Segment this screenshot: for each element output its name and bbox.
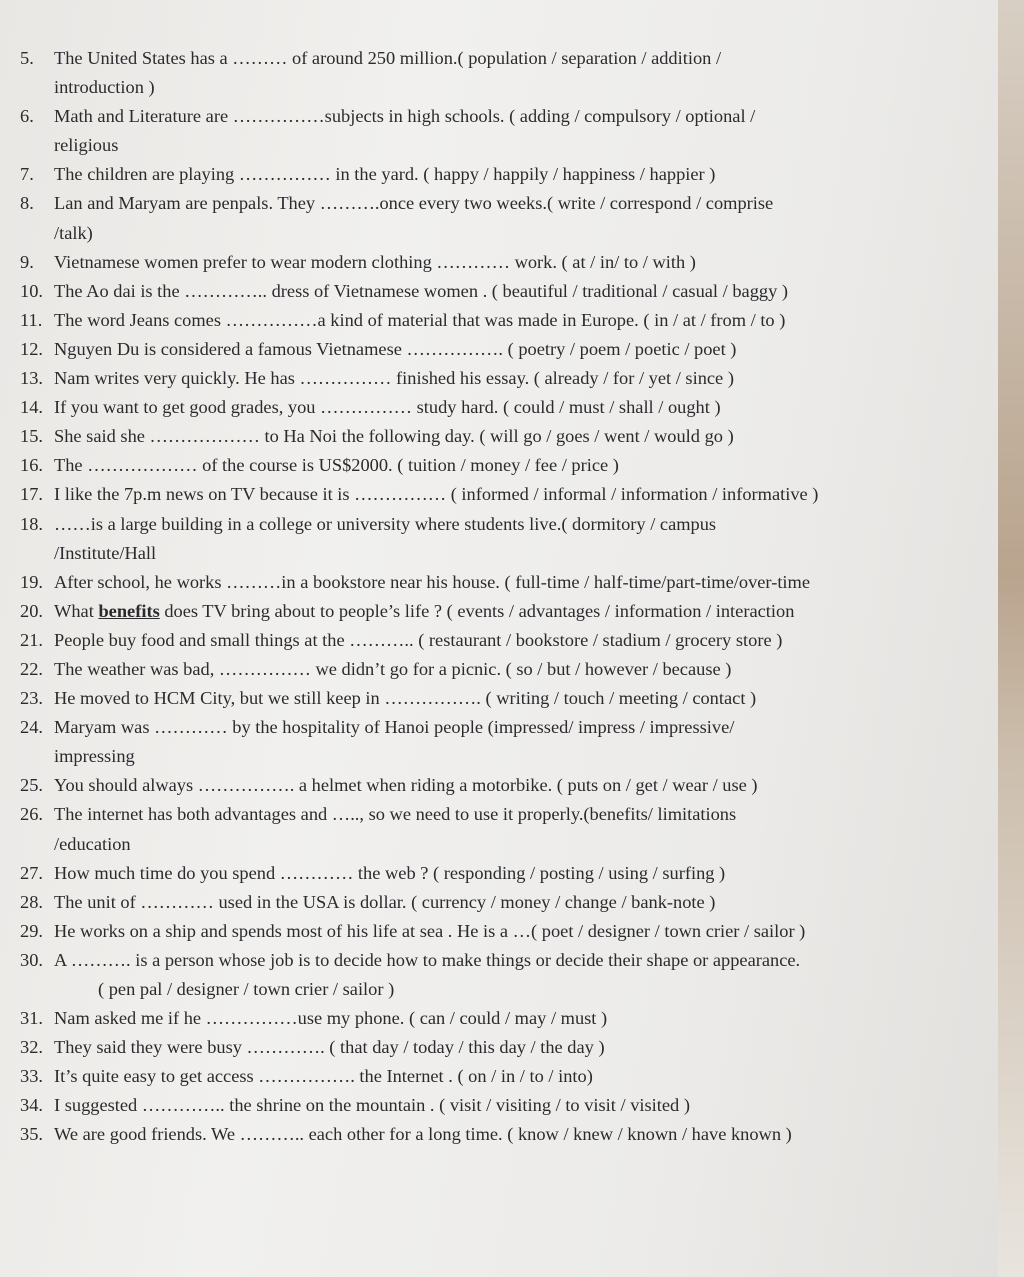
question-text [54, 1062, 920, 1091]
question-text [54, 277, 920, 306]
question-number: 15. [20, 426, 43, 447]
question-item [20, 189, 920, 218]
question-item [20, 1091, 920, 1120]
question-item [20, 859, 920, 888]
question-text [54, 859, 920, 888]
question-item [20, 1120, 920, 1149]
question-text-end: does TV bring about to people’s life ? ( events / advantages / information / interaction [159, 600, 795, 621]
question-number: 34. [20, 1095, 43, 1116]
question-number: 25. [20, 775, 43, 796]
question-number: 19. [20, 571, 43, 592]
question-text [54, 771, 920, 800]
question-continuation-line: /talk) [54, 222, 93, 243]
question-line: Nguyen Du is considered a famous Vietnamese ……………. ( poetry / poem / poetic / poet ) [54, 338, 737, 359]
question-item [20, 888, 920, 917]
question-text [54, 451, 920, 480]
question-item [20, 800, 920, 829]
question-item [20, 422, 920, 451]
question-number: 14. [20, 397, 43, 418]
question-text [54, 189, 920, 218]
question-continuation-line: introduction ) [54, 77, 155, 98]
question-number: 16. [20, 455, 43, 476]
question-item [20, 510, 920, 539]
question-item [20, 684, 920, 713]
question-item [20, 713, 920, 742]
question-number: 18. [20, 513, 43, 534]
question-text [54, 393, 920, 422]
question-item [20, 306, 920, 335]
question-number: 17. [20, 484, 43, 505]
question-text [54, 684, 920, 713]
question-text [54, 480, 920, 509]
question-text [54, 44, 920, 73]
question-line: Maryam was ………… by the hospitality of Hanoi people (impressed/ impress / impressive/ [54, 717, 735, 738]
question-item [20, 626, 920, 655]
question-item [20, 160, 920, 189]
question-item [20, 568, 920, 597]
question-continuation-line: impressing [54, 746, 135, 767]
question-text [54, 800, 920, 829]
question-number: 23. [20, 688, 43, 709]
question-text [54, 306, 920, 335]
question-line: He moved to HCM City, but we still keep in ……………. ( writing / touch / meeting / contact ) [54, 688, 757, 709]
question-text [54, 655, 920, 684]
question-number: 20. [20, 600, 43, 621]
question-number: 13. [20, 368, 43, 389]
question-number: 22. [20, 658, 43, 679]
question-number: 11. [20, 309, 43, 330]
question-line: You should always ……………. a helmet when riding a motorbike. ( puts on / get / wear / use ) [54, 775, 758, 796]
question-line: Math and Literature are ……………subjects in high schools. ( adding / compulsory / optional / [54, 106, 756, 127]
question-text [54, 626, 920, 655]
question-line: If you want to get good grades, you …………… study hard. ( could / must / shall / ought ) [54, 397, 721, 418]
question-number: 7. [20, 164, 34, 185]
question-text [54, 597, 920, 626]
question-item [20, 335, 920, 364]
question-line: The word Jeans comes ……………a kind of material that was made in Europe. ( in / at / from / to ) [54, 309, 786, 330]
question-text [54, 917, 920, 946]
question-number: 24. [20, 717, 43, 738]
question-continuation-line: /education [54, 833, 131, 854]
question-number: 29. [20, 920, 43, 941]
question-line: Lan and Maryam are penpals. They ……….once every two weeks.( write / correspond / comprise [54, 193, 774, 214]
question-line: They said they were busy …………. ( that day / today / this day / the day ) [54, 1037, 605, 1058]
question-text [54, 102, 920, 131]
question-text [54, 510, 920, 539]
question-text [54, 1033, 920, 1062]
question-line: ……is a large building in a college or university where students live.( dormitory / campus [54, 513, 717, 534]
question-item [20, 393, 920, 422]
question-line: The unit of ………… used in the USA is dollar. ( currency / money / change / bank-note ) [54, 891, 716, 912]
question-line: The ……………… of the course is US$2000. ( tuition / money / fee / price ) [54, 455, 619, 476]
question-line: The Ao dai is the ………….. dress of Vietnamese women . ( beautiful / traditional / casual / baggy ) [54, 280, 789, 301]
question-text [54, 888, 920, 917]
question-line: Vietnamese women prefer to wear modern clothing ………… work. ( at / in/ to / with ) [54, 251, 696, 272]
question-text [54, 946, 920, 975]
question-line: I suggested ………….. the shrine on the mountain . ( visit / visiting / to visit / visited ) [54, 1095, 690, 1116]
question-item [20, 917, 920, 946]
question-text [54, 364, 920, 393]
question-number: 30. [20, 949, 43, 970]
question-number: 9. [20, 251, 34, 272]
question-number: 27. [20, 862, 43, 883]
question-number: 6. [20, 106, 34, 127]
question-number: 35. [20, 1124, 43, 1145]
underlined-word: benefits [98, 600, 160, 621]
question-continuation-line: /Institute/Hall [54, 542, 157, 563]
question-line: He works on a ship and spends most of his life at sea . He is a …( poet / designer / town crier / sailor ) [54, 920, 806, 941]
question-number: 28. [20, 891, 43, 912]
question-line: She said she ……………… to Ha Noi the following day. ( will go / goes / went / would go ) [54, 426, 734, 447]
question-number: 21. [20, 629, 43, 650]
question-line: It’s quite easy to get access ……………. the Internet . ( on / in / to / into) [54, 1066, 593, 1087]
table-edge-background [998, 0, 1024, 1277]
question-text [54, 1091, 920, 1120]
question-text [54, 160, 920, 189]
question-continuation-line: religious [54, 135, 119, 156]
question-text [54, 713, 920, 742]
question-item [20, 451, 920, 480]
question-item [20, 771, 920, 800]
question-text [54, 568, 920, 597]
question-item [20, 655, 920, 684]
question-number: 8. [20, 193, 34, 214]
question-item [20, 102, 920, 131]
question-line: After school, he works ………in a bookstore near his house. ( full-time / half-time/part-time/over-time [54, 571, 811, 592]
question-text [54, 335, 920, 364]
question-text [54, 1004, 920, 1033]
question-number: 10. [20, 280, 43, 301]
question-line: The weather was bad, …………… we didn’t go for a picnic. ( so / but / however / because ) [54, 658, 732, 679]
question-line: We are good friends. We ……….. each other for a long time. ( know / knew / known / have known ) [54, 1124, 792, 1145]
question-line: I like the 7p.m news on TV because it is …………… ( informed / informal / information / informative ) [54, 484, 819, 505]
question-item [20, 248, 920, 277]
question-text [54, 1120, 920, 1149]
question-list [20, 44, 920, 1150]
question-item [20, 44, 920, 73]
question-number: 32. [20, 1037, 43, 1058]
question-line: The children are playing …………… in the yard. ( happy / happily / happiness / happier ) [54, 164, 716, 185]
question-number: 26. [20, 804, 43, 825]
question-options-line: ( pen pal / designer / town crier / sailor ) [98, 979, 395, 999]
question-line: A ………. is a person whose job is to decide how to make things or decide their shape or appearance. [54, 949, 801, 970]
question-number: 5. [20, 48, 34, 68]
question-line: How much time do you spend ………… the web ? ( responding / posting / using / surfing ) [54, 862, 726, 883]
question-line: The United States has a ……… of around 250 million.( population / separation / addition / [54, 48, 722, 68]
question-item [20, 480, 920, 509]
question-line: People buy food and small things at the ……….. ( restaurant / bookstore / stadium / grocery store ) [54, 629, 783, 650]
question-text [54, 422, 920, 451]
question-item [20, 1033, 920, 1062]
question-line: The internet has both advantages and ….., so we need to use it properly.(benefits/ limitations [54, 804, 737, 825]
question-item [20, 364, 920, 393]
question-line: Nam asked me if he ……………use my phone. ( can / could / may / must ) [54, 1008, 608, 1029]
question-number: 12. [20, 338, 43, 359]
question-number: 31. [20, 1008, 43, 1029]
question-text [54, 248, 920, 277]
question-line: Nam writes very quickly. He has …………… finished his essay. ( already / for / yet / since ) [54, 368, 734, 389]
question-text-start: What [54, 600, 99, 621]
question-number: 33. [20, 1066, 43, 1087]
question-item [20, 277, 920, 306]
question-item [20, 1004, 920, 1033]
question-item [20, 597, 920, 626]
question-item [20, 1062, 920, 1091]
question-item [20, 946, 920, 975]
